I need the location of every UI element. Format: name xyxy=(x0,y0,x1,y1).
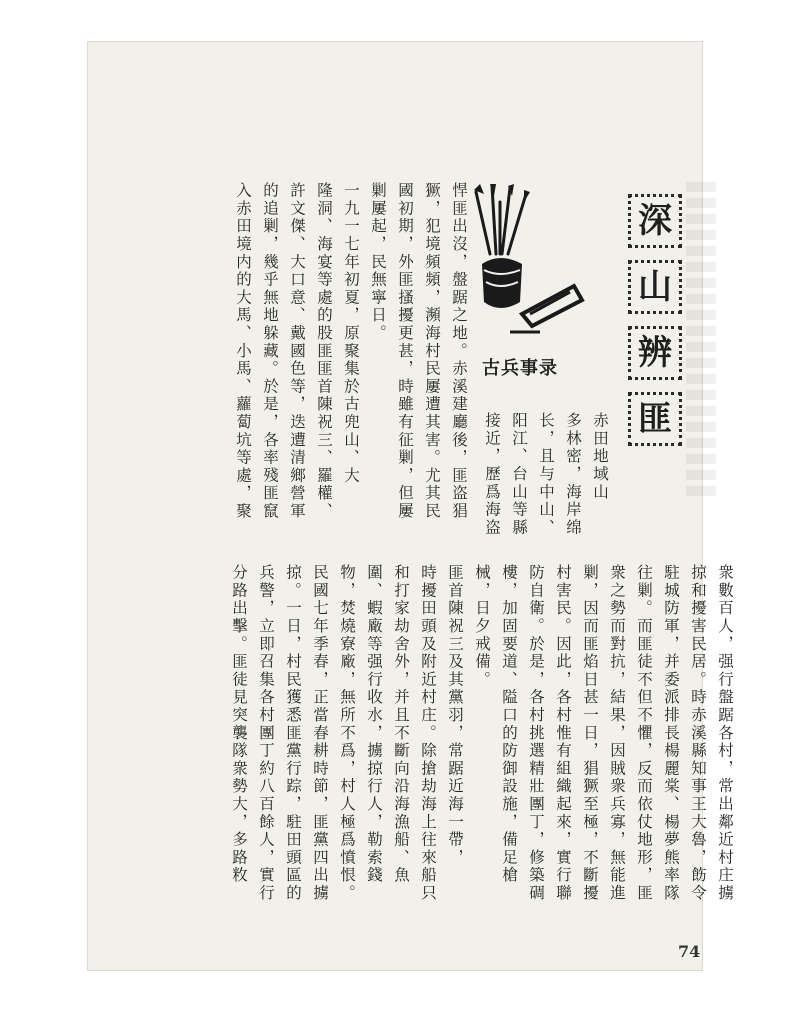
text-line: 分路出擊。匪徒見突襲隊衆勢大，多路敉 xyxy=(230,564,248,885)
title-char: 匪 xyxy=(628,392,682,446)
text-line: 衆之勢而對抗，結果，因賊衆兵寡，無能進 xyxy=(608,564,626,903)
text-line: 接近，歷爲海盗 xyxy=(483,412,501,537)
text-line: 多林密，海岸绵 xyxy=(564,412,582,537)
text-line: 剿，因而匪焰日甚一日，猖獗至極，不斷擾 xyxy=(581,564,599,903)
text-line: 村害民。因此，各村惟有組織起來，實行聯 xyxy=(554,564,572,903)
text-line: 隆洞、海宴等處的股匪匪首陳祝三、羅權、 xyxy=(315,182,333,521)
text-line: 衆數百人，强行盤踞各村，常出鄰近村庄擄 xyxy=(716,564,734,903)
text-line: 匪首陳祝三及其黨羽，常踞近海一帶， xyxy=(446,564,464,867)
text-line: 樓，加固要道、隘口的防御設施，備足槍 xyxy=(500,564,518,885)
text-block-upper-right xyxy=(478,412,613,552)
page-sheet xyxy=(88,42,734,970)
text-line: 兵警，立即召集各村團丁約八百餘人，實行 xyxy=(257,564,275,903)
text-line: 长，且与中山、 xyxy=(537,412,555,537)
text-line: 赤田地域山 xyxy=(591,412,609,501)
text-line: 物，焚燒寮廠，無所不爲，村人極爲憤恨。 xyxy=(338,564,356,903)
text-line: 許文傑、大口意、戴國色等，迭遭清鄉營軍 xyxy=(288,182,306,521)
text-line: 一九一七年初夏，原聚集於古兜山、大 xyxy=(342,182,360,485)
text-line: 械，日夕戒備。 xyxy=(473,564,491,689)
text-line: 時擾田頭及附近村庄。除搶劫海上往來船只 xyxy=(419,564,437,903)
text-block-upper-left xyxy=(229,182,472,540)
text-line: 國初期，外匪搔擾更甚，時雖有征剿，但屢 xyxy=(396,182,414,521)
text-line: 掠和擾害民居。時赤溪縣知事王大魯，飭令 xyxy=(689,564,707,903)
show-through-text xyxy=(686,182,716,502)
text-line: 和打家劫舍外，并且不斷向沿海漁船、魚 xyxy=(392,564,410,885)
title-char: 深 xyxy=(628,194,682,248)
text-line: 入赤田境内的大馬、小馬、蘿蔔坑等處，聚 xyxy=(234,182,252,521)
article-title xyxy=(628,194,678,458)
text-line: 民國七年季春，正當春耕時節，匪黨四出擄 xyxy=(311,564,329,903)
column-section-label: 古兵事录 xyxy=(482,358,558,379)
title-char: 山 xyxy=(628,260,682,314)
text-line: 往剿。而匪徒不但不懼，反而依仗地形，匪 xyxy=(635,564,653,903)
page-number: 74 xyxy=(678,942,701,961)
text-line: 圍、蝦廠等强行收水，擄掠行人，勒索錢 xyxy=(365,564,383,885)
text-line: 阳江、台山等縣 xyxy=(510,412,528,537)
text-line: 悍匪出沒，盤踞之地。赤溪建廳後，匪盗猖 xyxy=(450,182,468,521)
text-line: 駐城防軍，并委派排長楊麗棠、楊夢熊率隊 xyxy=(662,564,680,903)
text-line: 防自衛。於是，各村挑選精壯團丁，修築碉 xyxy=(527,564,545,903)
text-line: 獗，犯境頻頻，瀕海村民屢遭其害。尤其民 xyxy=(423,182,441,521)
brush-pot-icon xyxy=(470,182,588,344)
text-line: 剿屢起，民無寧日。 xyxy=(369,182,387,343)
text-line: 掠。一日，村民獲悉匪黨行踪，駐田頭區的 xyxy=(284,564,302,903)
text-block-lower xyxy=(225,564,738,920)
title-char: 辨 xyxy=(628,326,682,380)
text-line: 的追剿，幾乎無地躲藏。於是，各率殘匪竄 xyxy=(261,182,279,521)
